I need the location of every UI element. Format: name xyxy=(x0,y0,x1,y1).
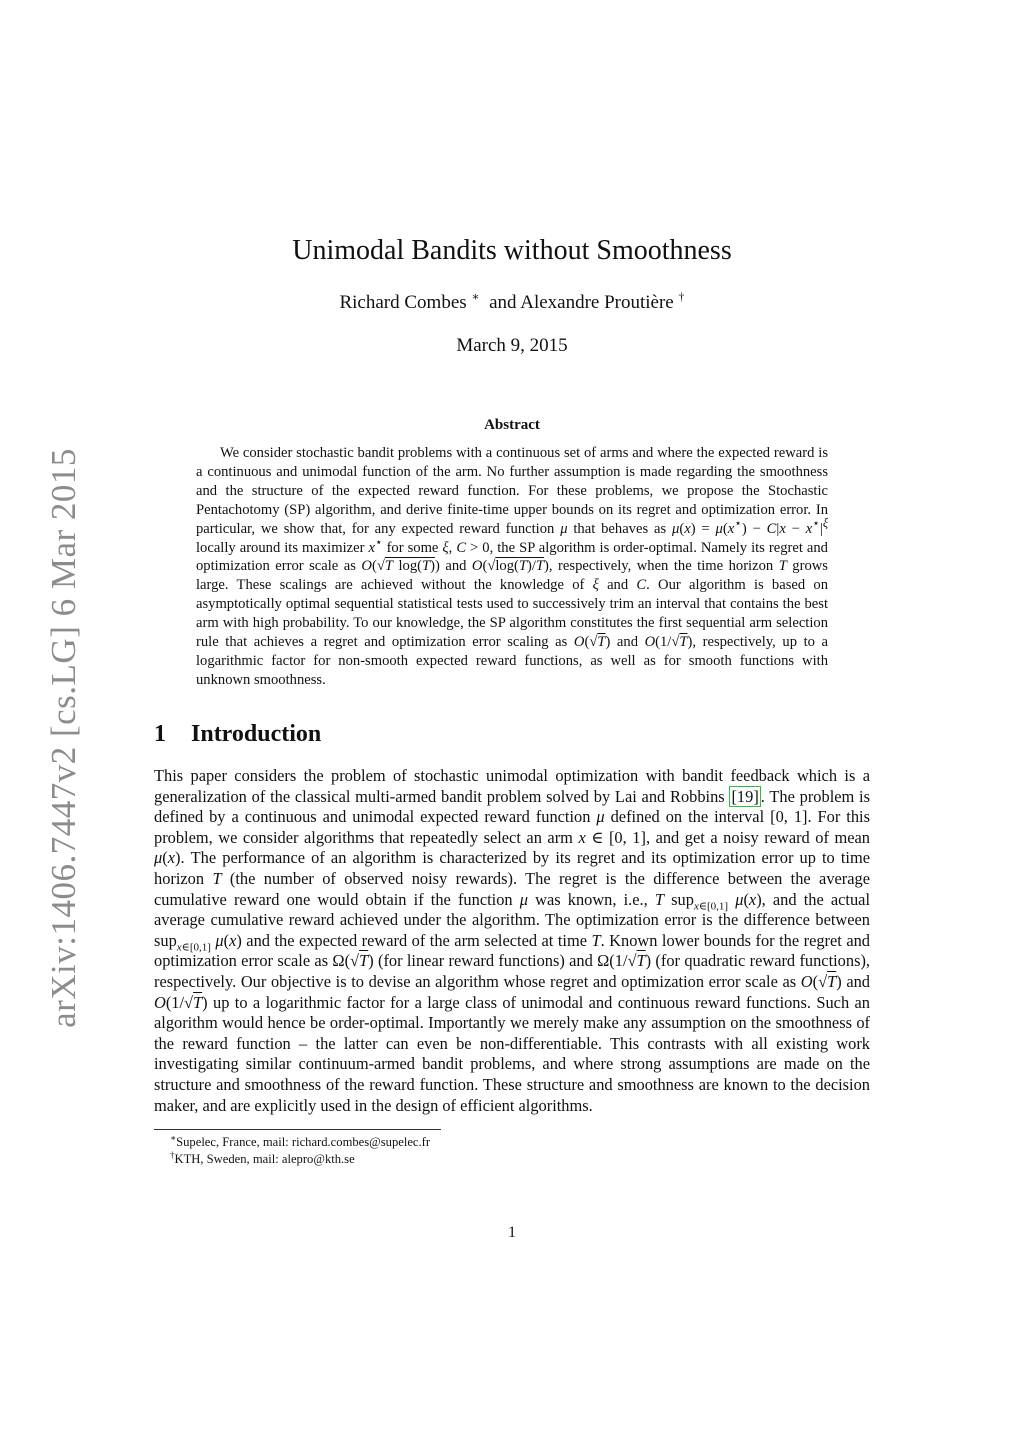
abstract-body xyxy=(196,444,828,690)
footnotes xyxy=(170,1134,430,1167)
citation-link[interactable]: [19] xyxy=(731,786,759,806)
author-line xyxy=(0,289,1024,314)
abstract-paragraph: We consider stochastic bandit problems with a continuous set of arms and where the expected reward is a continuous and unimodal function of the arm. No further assumption is made regarding the smoothness and the structure of the expected reward function. For these problems, we propose the Stochastic Pentachotomy (SP) algorithm, and derive finite-time upper bounds on its regret and optimization error. In particular, we show that, for any expected reward function μ that behaves as $\mu(x) = \mu(x^⋆) - C|x - x^⋆|^\xi$ locally around its maximizer x⋆ for some ξ, C > 0, the SP algorithm is order-optimal. Namely its regret and optimization error scale as O(√T log(T)) and O(√log(T)/T), respectively, when the time horizon T grows large. These scalings are achieved without the knowledge of ξ and C. Our algorithm is based on asymptotically optimal sequential statistical tests used to successively trim an interval that contains the best arm with high probability. To our knowledge, the SP algorithm constitutes the first sequential arm selection rule that achieves a regret and optimization error scaling as O(√T) and O(1/√T), respectively, up to a logarithmic factor for non-smooth expected reward functions, as well as for smooth functions with unknown smoothness. xyxy=(196,445,829,688)
author-proutiere: Alexandre Proutière xyxy=(520,292,674,313)
introduction-body xyxy=(154,766,870,1116)
section-title: Introduction xyxy=(191,721,322,747)
footnote-mark-star[interactable]: ∗ xyxy=(471,289,480,304)
abstract-heading: Abstract xyxy=(484,417,540,433)
arxiv-identifier: arXiv:1406.7447v2 [cs.LG] 6 Mar 2015 xyxy=(44,448,83,1028)
footnote-mark-dagger[interactable]: † xyxy=(678,289,685,304)
section-number: 1 xyxy=(154,721,166,747)
footnote-proutiere: †KTH, Sweden, mail: alepro@kth.se xyxy=(170,1149,355,1166)
paper-date: March 9, 2015 xyxy=(456,335,568,356)
page-number: 1 xyxy=(508,1224,516,1241)
author-combes: Richard Combes xyxy=(339,292,467,313)
paper-title: Unimodal Bandits without Smoothness xyxy=(292,235,732,266)
author-conjunction: and xyxy=(489,292,517,313)
footnote-rule xyxy=(154,1129,441,1130)
introduction-paragraph: This paper considers the problem of stochastic unimodal optimization with bandit feedback which is a generalization of the classical multi-armed bandit problem solved by Lai and Robbins [19] . The problem is defined by a continuous and unimodal expected reward function μ defined on the interval [0, 1]. For this problem, we consider algorithms that repeatedly select an arm x ∈ [0, 1], and get a noisy reward of mean μ(x). The performance of an algorithm is characterized by its regret and its optimization error up to time horizon T (the number of observed noisy rewards). The regret is the difference between the average cumulative reward one would obtain if the function μ was known, i.e., T sup$_{x\in[0,1]}$ μ(x), and the actual average cumulative reward achieved under the algorithm. The optimization error is the difference between sup$_{x\in[0,1]}$ μ(x) and the expected reward of the arm selected at time T. Known lower bounds for the regret and optimization error scale as Ω(√T) (for linear reward functions) and Ω(1/√T) (for quadratic reward functions), respectively. Our objective is to devise an algorithm whose regret and optimization error scale as O(√T) and O(1/√T) up to a logarithmic factor for a large class of unimodal and continuous reward functions. Such an algorithm would hence be order-optimal. Importantly we merely make any assumption on the smoothness of the reward function – the latter can even be non-differentiable. This contrasts with all existing work investigating similar continuum-armed bandit problems, and where strong assumptions are made on the structure and smoothness of the reward function. These structure and smoothness are known to the decision maker, and are explicitly used in the design of efficient algorithms. xyxy=(154,766,871,1115)
footnote-combes: ∗Supelec, France, mail: richard.combes@supelec.fr xyxy=(170,1132,431,1149)
section-heading-introduction xyxy=(154,721,321,748)
